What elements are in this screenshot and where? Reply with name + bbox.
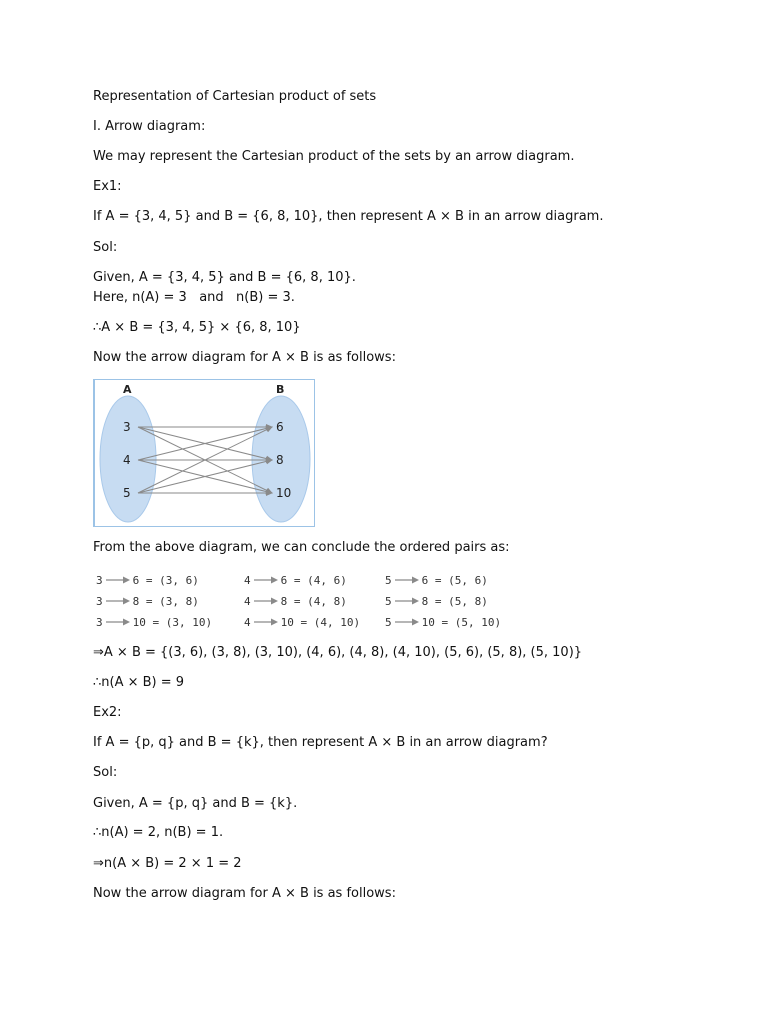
arrow-lines [138,427,272,493]
right-arrow-icon [253,597,279,605]
pair-entry: 3 10 = (3, 10) [96,615,213,629]
set-a-element: 3 [123,420,131,434]
right-arrow-icon [105,576,131,584]
paragraph: ∴n(A) = 2, n(B) = 1. [93,825,224,840]
pair-entry: 5 10 = (5, 10) [385,615,502,629]
set-b-label: B [276,383,285,396]
paragraph: Now the arrow diagram for A × B is as follows: [93,886,396,901]
ordered-pairs-table [93,571,533,631]
pair-entry: 4 10 = (4, 10) [244,615,361,629]
pair-entry: 3 6 = (3, 6) [96,573,199,587]
paragraph: ⇒n(A × B) = 2 × 1 = 2 [93,856,242,871]
paragraph: ∴n(A × B) = 9 [93,675,185,690]
arrow-diagram [93,379,315,527]
pair-entry: 3 8 = (3, 8) [96,594,199,608]
right-arrow-icon [394,618,420,626]
solution-label: Sol: [93,240,118,255]
pair-entry: 4 8 = (4, 8) [244,594,347,608]
right-arrow-icon [105,597,131,605]
right-arrow-icon [253,576,279,584]
paragraph: From the above diagram, we can conclude the ordered pairs as: [93,540,510,555]
paragraph: Given, A = {p, q} and B = {k}. [93,796,298,811]
set-a-label: A [123,383,132,396]
right-arrow-icon [105,618,131,626]
set-b-element: 6 [276,420,284,434]
paragraph: ⇒A × B = {(3, 6), (3, 8), (3, 10), (4, 6), (4, 8), (4, 10), (5, 6), (5, 8), (5, 10)} [93,645,583,660]
paragraph: ∴A × B = {3, 4, 5} × {6, 8, 10} [93,320,301,335]
example-label: Ex1: [93,179,122,194]
document-title: Representation of Cartesian product of sets [93,89,377,104]
set-b-element: 10 [276,486,292,500]
paragraph: Now the arrow diagram for A × B is as follows: [93,350,396,365]
paragraph: Given, A = {3, 4, 5} and B = {6, 8, 10}. [93,270,356,285]
solution-label: Sol: [93,765,118,780]
pair-entry: 5 8 = (5, 8) [385,594,488,608]
paragraph: If A = {3, 4, 5} and B = {6, 8, 10}, then represent A × B in an arrow diagram. [93,209,604,224]
right-arrow-icon [253,618,279,626]
paragraph: Here, n(A) = 3 and n(B) = 3. [93,290,295,305]
set-a-element: 5 [123,486,131,500]
paragraph: We may represent the Cartesian product of the sets by an arrow diagram. [93,149,575,164]
example-label: Ex2: [93,705,122,720]
right-arrow-icon [394,597,420,605]
right-arrow-icon [394,576,420,584]
set-a-element: 4 [123,453,131,467]
section-heading: I. Arrow diagram: [93,119,206,134]
pair-entry: 5 6 = (5, 6) [385,573,488,587]
pair-entry: 4 6 = (4, 6) [244,573,347,587]
arrow-diagram-svg [95,380,315,526]
paragraph: If A = {p, q} and B = {k}, then represent A × B in an arrow diagram? [93,735,548,750]
set-b-element: 8 [276,453,284,467]
